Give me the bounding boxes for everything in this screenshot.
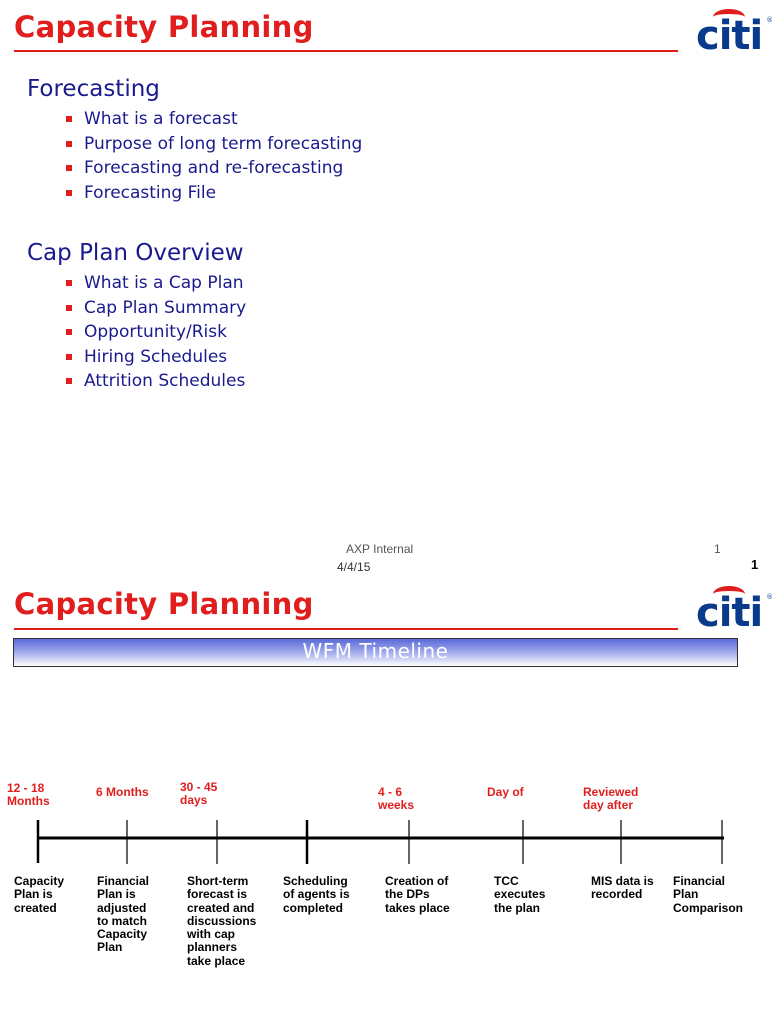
bullet-square-icon (66, 141, 72, 147)
bullet-item: Opportunity/Risk (66, 320, 246, 345)
timeline-milestone-label: Reviewed day after (583, 785, 639, 812)
citi-logo: citi ® (696, 13, 762, 59)
slide-title: Capacity Planning (14, 587, 314, 621)
bullet-item: Purpose of long term forecasting (66, 132, 362, 157)
timeline-milestone-label: 12 - 18 Months (7, 781, 50, 808)
footer-slide-number: 1 (714, 542, 721, 556)
citi-logo-text: citi (696, 13, 763, 59)
timeline-step-description: Scheduling of agents is completed (283, 874, 350, 915)
slide-title: Capacity Planning (14, 10, 314, 44)
timeline-step-description: Financial Plan Comparison (673, 874, 744, 915)
bullet-item: What is a forecast (66, 107, 362, 132)
timeline-step-description: MIS data is recorded (591, 874, 654, 902)
timeline-step-description: Creation of the DPs takes place (385, 874, 450, 915)
section-heading-cap-plan-overview: Cap Plan Overview (27, 240, 244, 266)
bullet-square-icon (66, 116, 72, 122)
bullet-square-icon (66, 354, 72, 360)
timeline-milestone-label: 4 - 6 weeks (378, 785, 415, 812)
slide-2 (0, 575, 772, 1024)
bullet-item: What is a Cap Plan (66, 271, 246, 296)
timeline-step-description: TCC executes the plan (494, 874, 546, 915)
bullet-item: Forecasting and re-forecasting (66, 156, 362, 181)
timeline-milestone-label: Day of (487, 785, 524, 799)
timeline-milestone-label: 30 - 45 days (180, 780, 218, 807)
bullet-square-icon (66, 329, 72, 335)
bullet-square-icon (66, 165, 72, 171)
bullet-square-icon (66, 305, 72, 311)
bullet-square-icon (66, 280, 72, 286)
timeline-step-description: Short-term forecast is created and discussions with cap planners take place (187, 874, 257, 968)
citi-logo-text: citi (696, 590, 763, 636)
citi-logo-arc (713, 9, 745, 25)
timeline-step-description: Financial Plan is adjusted to match Capacity Plan (97, 874, 150, 955)
footer-classification: AXP Internal (346, 542, 414, 556)
cap-plan-bullets (66, 271, 246, 394)
timeline-step-description: Capacity Plan is created (14, 874, 65, 915)
page-number: 1 (751, 557, 759, 572)
footer-date: 4/4/15 (337, 560, 371, 574)
title-rule (14, 50, 678, 52)
citi-logo: citi ® (696, 590, 762, 636)
bullet-square-icon (66, 190, 72, 196)
bullet-item: Forecasting File (66, 181, 362, 206)
section-heading-forecasting: Forecasting (27, 76, 160, 102)
bullet-item: Cap Plan Summary (66, 296, 246, 321)
forecasting-bullets (66, 107, 362, 205)
bullet-item: Attrition Schedules (66, 369, 246, 394)
timeline-milestone-label: 6 Months (96, 785, 149, 799)
bullet-item: Hiring Schedules (66, 345, 246, 370)
bullet-square-icon (66, 378, 72, 384)
banner-title: WFM Timeline (302, 639, 449, 663)
